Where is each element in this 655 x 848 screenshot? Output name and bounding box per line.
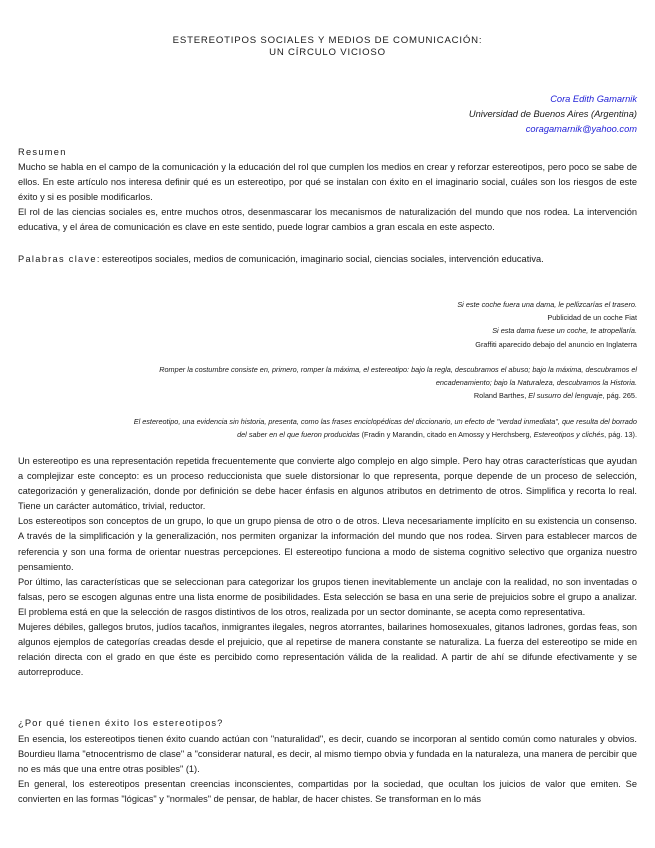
epigraph-barthes	[18, 363, 637, 403]
section-heading: ¿Por qué tienen éxito los estereotipos?	[18, 717, 224, 728]
epigraph-page: , pág. 265.	[602, 391, 637, 401]
abstract-section	[18, 145, 637, 236]
epigraph-quote: El estereotipo, una evidencia sin historia, presenta, como las frases enciclopédicas del diccionario, un efecto de "verdad inmediata", que resulta del borrado	[133, 417, 637, 426]
keywords-line	[18, 252, 637, 267]
body-paragraph: Por último, las características que se seleccionan para categorizar los grupos tienen inevitablemente un anclaje con la realidad, no son inventadas o falsas, pero se escogen algunas entre una lista enorme de posibilidades. Esta selección se basa en una serie de prejuicios sobre el grupo a analizar. El problema está en que la selección de rasgos distintivos de los otros, realizada por un sector dominante, se acepta como representativa.	[18, 576, 637, 617]
abstract-heading: Resumen	[18, 147, 67, 157]
epigraph-book-title: Estereotipos y clichés	[533, 430, 605, 440]
epigraph-quote: Si este coche fuera una dama, le pellizcarías el trasero.	[457, 300, 637, 309]
title-line-1: ESTEREOTIPOS SOCIALES Y MEDIOS DE COMUNICACIÓN:	[172, 35, 483, 46]
epigraph-page: , pág. 13).	[604, 430, 637, 440]
main-text	[18, 454, 637, 680]
body-paragraph: Un estereotipo es una representación repetida frecuentemente que convierte algo complejo en algo simple. Pero hay otras características que ayudan a complejizar este concepto: es un proceso reduccionista que suele distorsionar lo que representa, porque depende de un proceso de selección, categorización y generalización, donde por definición se debe hacer énfasis en algunos atributos en detrimento de otros. Simplifica y recorta lo real. Tiene un carácter automático, trivial, reductor.	[18, 456, 637, 512]
epigraph-author: Roland Barthes,	[473, 391, 529, 401]
epigraph-fradin	[18, 415, 637, 441]
author-affiliation: Universidad de Buenos Aires (Argentina)	[468, 109, 637, 120]
epigraph-quote: encadenamiento; bajo la Naturaleza, descubramos la Historia.	[435, 378, 637, 388]
author-name: Cora Edith Gamarnik	[550, 94, 637, 104]
abstract-paragraph: El rol de las ciencias sociales es, entre muchos otros, desenmascarar los mecanismos de naturalización del mundo que nos rodea. La intervención educativa, y el área de comunicación es clave en este sentido, puede lograr cambios a gran escala en este aspecto.	[18, 207, 637, 233]
abstract-paragraph: Mucho se habla en el campo de la comunicación y la educación del rol que cumplen los medios en crear y reforzar estereotipos, pero poco se sabe de ellos. En este artículo nos interesa definir qué es un estereotipo, por qué se instalan con éxito en el imaginario social, cuáles son los riesgos de este éxito y si es posible modificarlos.	[18, 162, 637, 203]
epigraph-citation	[18, 428, 637, 441]
author-block	[469, 92, 637, 138]
epigraph-source: Graffiti aparecido debajo del anuncio en Inglaterra	[475, 339, 637, 349]
epigraph-source: (Fradin y Marandin, citado en Amossy y Herchsberg,	[359, 430, 534, 440]
body-paragraph: En general, los estereotipos presentan creencias inconscientes, compartidas por la sociedad, que ocultan los juicios de valor que emiten. Se convierten en las formas "lógicas" y "normales" de pensar, de hablar, de hacer chistes. Se transforman en lo más	[18, 779, 637, 805]
author-email[interactable]: coragamarnik@yahoo.com	[525, 124, 637, 135]
title-line-2: UN CÍRCULO VICIOSO	[269, 47, 386, 58]
body-paragraph: En esencia, los estereotipos tienen éxito cuando actúan con "naturalidad", es decir, cuando se incorporan al sentido común como naturales y obvios. Bourdieu llama "etnocentrismo de clase" a "considerar natural, es decir, al mismo tiempo obvia y fundada en la naturaleza, una manera de percibir que no es más que una entre otras posibles" (1).	[18, 734, 637, 775]
epigraph-source	[18, 389, 637, 402]
body-paragraph: Los estereotipos son conceptos de un grupo, lo que un grupo piensa de otro o de otros. Lleva necesariamente implícito en su existencia un consenso. A través de la simplificación y la generalización, nos permiten organizar la información del mundo que nos rodea. Sirven para establecer marcos de referencia y son una forma de orientar nuestras percepciones. El estereotipo funciona a modo de sistema cognitivo selectivo que organiza nuestro pensamiento.	[18, 516, 637, 572]
epigraph-quote: Romper la costumbre consiste en, primero, romper la máxima, el estereotipo: bajo la regla, descubramos el abuso; bajo la máxima, descubramos el	[159, 365, 637, 374]
epigraph-quote: Si esta dama fuese un coche, te atropellaría.	[492, 326, 637, 336]
keywords-text: : estereotipos sociales, medios de comunicación, imaginario social, ciencias sociales, intervención educativa.	[96, 254, 544, 264]
epigraph-book-title: El susurro del lenguaje	[528, 391, 603, 401]
keywords-label: Palabras clave	[18, 254, 97, 264]
epigraph-source: Publicidad de un coche Fiat	[547, 313, 637, 323]
body-paragraph: Mujeres débiles, gallegos brutos, judíos tacaños, inmigrantes ilegales, negros atorrantes, bailarines homosexuales, gitanos ladrones, gordas feas, son algunos ejemplos de categorías creadas desde el prejuicio, que al repetirse de manera constante se naturaliza. La fuerza del estereotipo se mide en relación directa con el grado en que éste es percibido como representación válida de la realidad. A partir de ahí se difunde efectivamente y se autorreproduce.	[18, 622, 637, 678]
epigraph-fiat	[18, 298, 637, 351]
section-2-text	[18, 732, 637, 807]
paper-title	[18, 35, 637, 59]
epigraph-quote: del saber en el que fueron producidas	[237, 430, 360, 440]
